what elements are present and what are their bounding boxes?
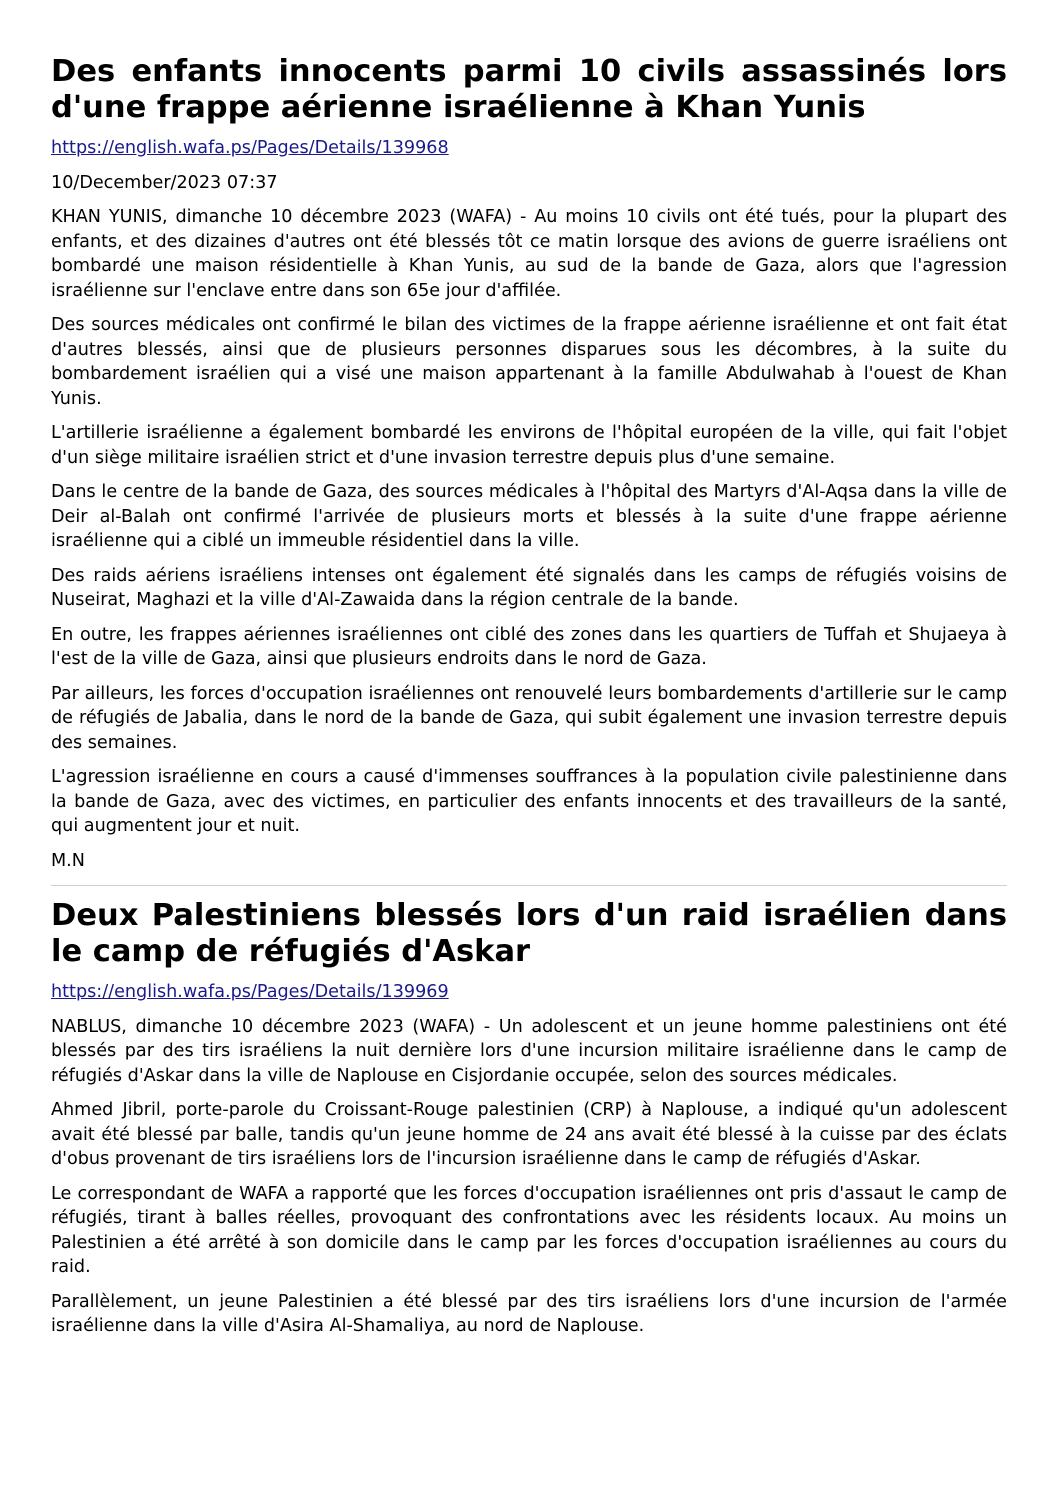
article-1-paragraph-5: Des raids aériens israéliens intenses ont également été signalés dans les camps de réfugiés voisins de Nuseirat, Maghazi et la ville d'Al-Zawaida dans la région centrale de la bande. — [51, 565, 1007, 610]
article-1-paragraph-2: Des sources médicales ont confirmé le bilan des victimes de la frappe aérienne israélienne et ont fait état d'autres blessés, ainsi que de plusieurs personnes disparues sous les décombres, à la suite du bombardement israélien qui a visé une maison appartenant à la famille Abdulwahab à l'ouest de Khan Yunis. — [51, 315, 1007, 409]
article-1-paragraph-3: L'artillerie israélienne a également bombardé les environs de l'hôpital européen de la ville, qui fait l'objet d'un siège militaire israélien strict et d'une invasion terrestre depuis plus d'une semaine. — [51, 423, 1007, 468]
article-2-paragraph-4: Parallèlement, un jeune Palestinien a été blessé par des tirs israéliens lors d'une incursion de l'armée israélienne dans la ville d'Asira Al-Shamaliya, au nord de Naplouse. — [51, 1291, 1007, 1336]
article-1-paragraph-4: Dans le centre de la bande de Gaza, des sources médicales à l'hôpital des Martyrs d'Al-Aqsa dans la ville de Deir al-Balah ont confirmé l'arrivée de plusieurs morts et blessés à la suite d'une frappe aérienne israélienne qui a ciblé un immeuble résidentiel dans la ville. — [51, 482, 1007, 551]
article-2-paragraph-2: Ahmed Jibril, porte-parole du Croissant-Rouge palestinien (CRP) à Naplouse, a indiqué qu'un adolescent avait été blessé par balle, tandis qu'un jeune homme de 24 ans avait été blessé à la cuisse par des éclats d'obus provenant de tirs israéliens lors de l'incursion israélienne dans le camp de réfugiés d'Askar. — [51, 1100, 1007, 1169]
article-1-title: Des enfants innocents parmi 10 civils assassinés lors d'une frappe aérienne israélienne à Khan Yunis — [51, 54, 1007, 125]
article-1-paragraph-8: L'agression israélienne en cours a causé d'immenses souffrances à la population civile palestinienne dans la bande de Gaza, avec des victimes, en particulier des enfants innocents et des travailleurs de la santé, qui augmentent jour et nuit. — [51, 767, 1007, 836]
article-1-paragraph-1: KHAN YUNIS, dimanche 10 décembre 2023 (WAFA) - Au moins 10 civils ont été tués, pour la plupart des enfants, et des dizaines d'autres ont été blessés tôt ce matin lorsque des avions de guerre israéliens ont bombardé une maison résidentielle à Khan Yunis, au sud de la bande de Gaza, alors que l'agression israélienne sur l'enclave entre dans son 65e jour d'affilée. — [51, 207, 1007, 301]
document-page — [51, 54, 1007, 1339]
article-2-paragraph-1: NABLUS, dimanche 10 décembre 2023 (WAFA) - Un adolescent et un jeune homme palestiniens ont été blessés par des tirs israéliens la nuit dernière lors d'une incursion militaire israélienne dans le camp de réfugiés d'Askar dans la ville de Naplouse en Cisjordanie occupée, selon des sources médicales. — [51, 1016, 1007, 1086]
article-1-source-link[interactable]: https://english.wafa.ps/Pages/Details/139968 — [51, 138, 449, 158]
article-2-source-link[interactable]: https://english.wafa.ps/Pages/Details/139969 — [51, 982, 449, 1002]
article-2-title: Deux Palestiniens blessés lors d'un raid israélien dans le camp de réfugiés d'Askar — [51, 898, 1007, 969]
article-1-paragraph-6: En outre, les frappes aériennes israéliennes ont ciblé des zones dans les quartiers de Tuffah et Shujaeya à l'est de la ville de Gaza, ainsi que plusieurs endroits dans le nord de Gaza. — [51, 624, 1007, 669]
article-1-date: 10/December/2023 07:37 — [51, 172, 278, 193]
article-1 — [51, 54, 1007, 873]
article-2-paragraph-3: Le correspondant de WAFA a rapporté que les forces d'occupation israéliennes ont pris d'assaut le camp de réfugiés, tirant à balles réelles, provoquant des confrontations avec les résidents locaux. Au moins un Palestinien a été arrêté à son domicile dans le camp par les forces d'occupation israéliennes au cours du raid. — [51, 1183, 1007, 1277]
article-1-signature: M.N — [51, 850, 85, 871]
article-separator — [51, 885, 1007, 886]
article-2 — [51, 898, 1007, 1339]
article-1-paragraph-7: Par ailleurs, les forces d'occupation israéliennes ont renouvelé leurs bombardements d'artillerie sur le camp de réfugiés de Jabalia, dans le nord de la bande de Gaza, qui subit également une invasion terrestre depuis des semaines. — [51, 683, 1007, 753]
